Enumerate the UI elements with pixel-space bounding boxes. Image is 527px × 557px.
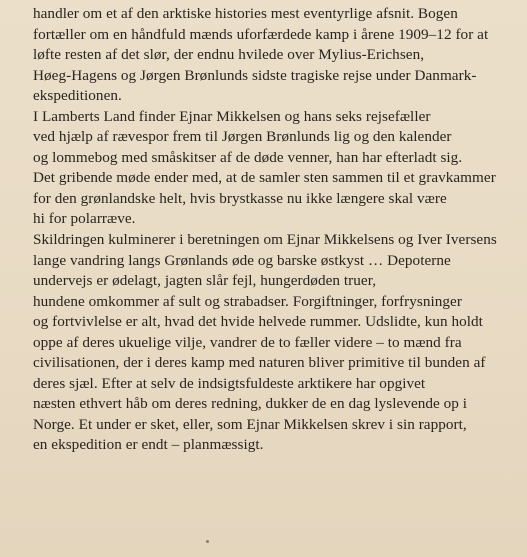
text-line-7: ved hjælp af rævespor frem til Jørgen Brønlunds lig og den kalender <box>33 128 452 146</box>
text-line-12: Skildringen kulminerer i beretningen om Ejnar Mikkelsens og Iver Iversens <box>33 231 497 249</box>
text-line-13: lange vandring langs Grønlands øde og barske østkyst … Depoterne <box>33 251 451 269</box>
text-line-3: løfte resten af det slør, der endnu hvilede over Mylius-Erichsen, <box>33 46 425 64</box>
text-line-5: ekspeditionen. <box>33 87 122 105</box>
text-line-6: I Lamberts Land finder Ejnar Mikkelsen og hans seks rejsefæller <box>33 107 431 125</box>
text-line-21: Norge. Et under er sket, eller, som Ejnar Mikkelsen skrev i sin rapport, <box>33 415 467 433</box>
text-line-8: og lommebog med småskitser af de døde venner, han har efterladt sig. <box>33 148 463 166</box>
text-line-9: Det gribende møde ender med, at de samler sten sammen til et gravkammer <box>33 169 496 187</box>
text-line-22: en ekspedition er endt – planmæssigt. <box>33 436 264 454</box>
text-line-1: handler om et af den arktiske histories mest eventyrlige afsnit. Bogen <box>33 5 458 22</box>
text-line-17: oppe af deres ukuelige vilje, vandrer de to fæller videre – to mænd fra <box>33 333 462 351</box>
text-line-18: civilisationen, der i deres kamp med naturen bliver primitive til bunden af <box>33 354 486 372</box>
text-line-2: fortæller om en håndfuld mænds uforfærdede kamp i årene 1909–12 for at <box>33 25 489 43</box>
text-body <box>33 4 523 456</box>
text-line-4: Høeg-Hagens og Jørgen Brønlunds sidste tragiske rejse under Danmark- <box>33 66 477 84</box>
text-line-14: undervejs er ødelagt, jagten slår fejl, hungerdøden truer, <box>33 272 377 290</box>
text-line-11: hi for polarræve. <box>33 210 136 228</box>
paper-speck <box>206 540 209 543</box>
text-line-19: deres sjæl. Efter at selv de indsigtsfuldeste arktikere har opgivet <box>33 374 426 392</box>
text-line-15: hundene omkommer af sult og strabadser. Forgiftninger, forfrysninger <box>33 292 462 310</box>
text-line-16: og fortvivlelse er alt, hvad det hvide helvede rummer. Udslidte, kun holdt <box>33 313 483 331</box>
text-line-20: næsten ethvert håb om deres redning, dukker de en dag lyslevende op i <box>33 395 468 413</box>
text-line-10: for den grønlandske helt, hvis brystkasse nu ikke længere skal være <box>33 189 447 207</box>
